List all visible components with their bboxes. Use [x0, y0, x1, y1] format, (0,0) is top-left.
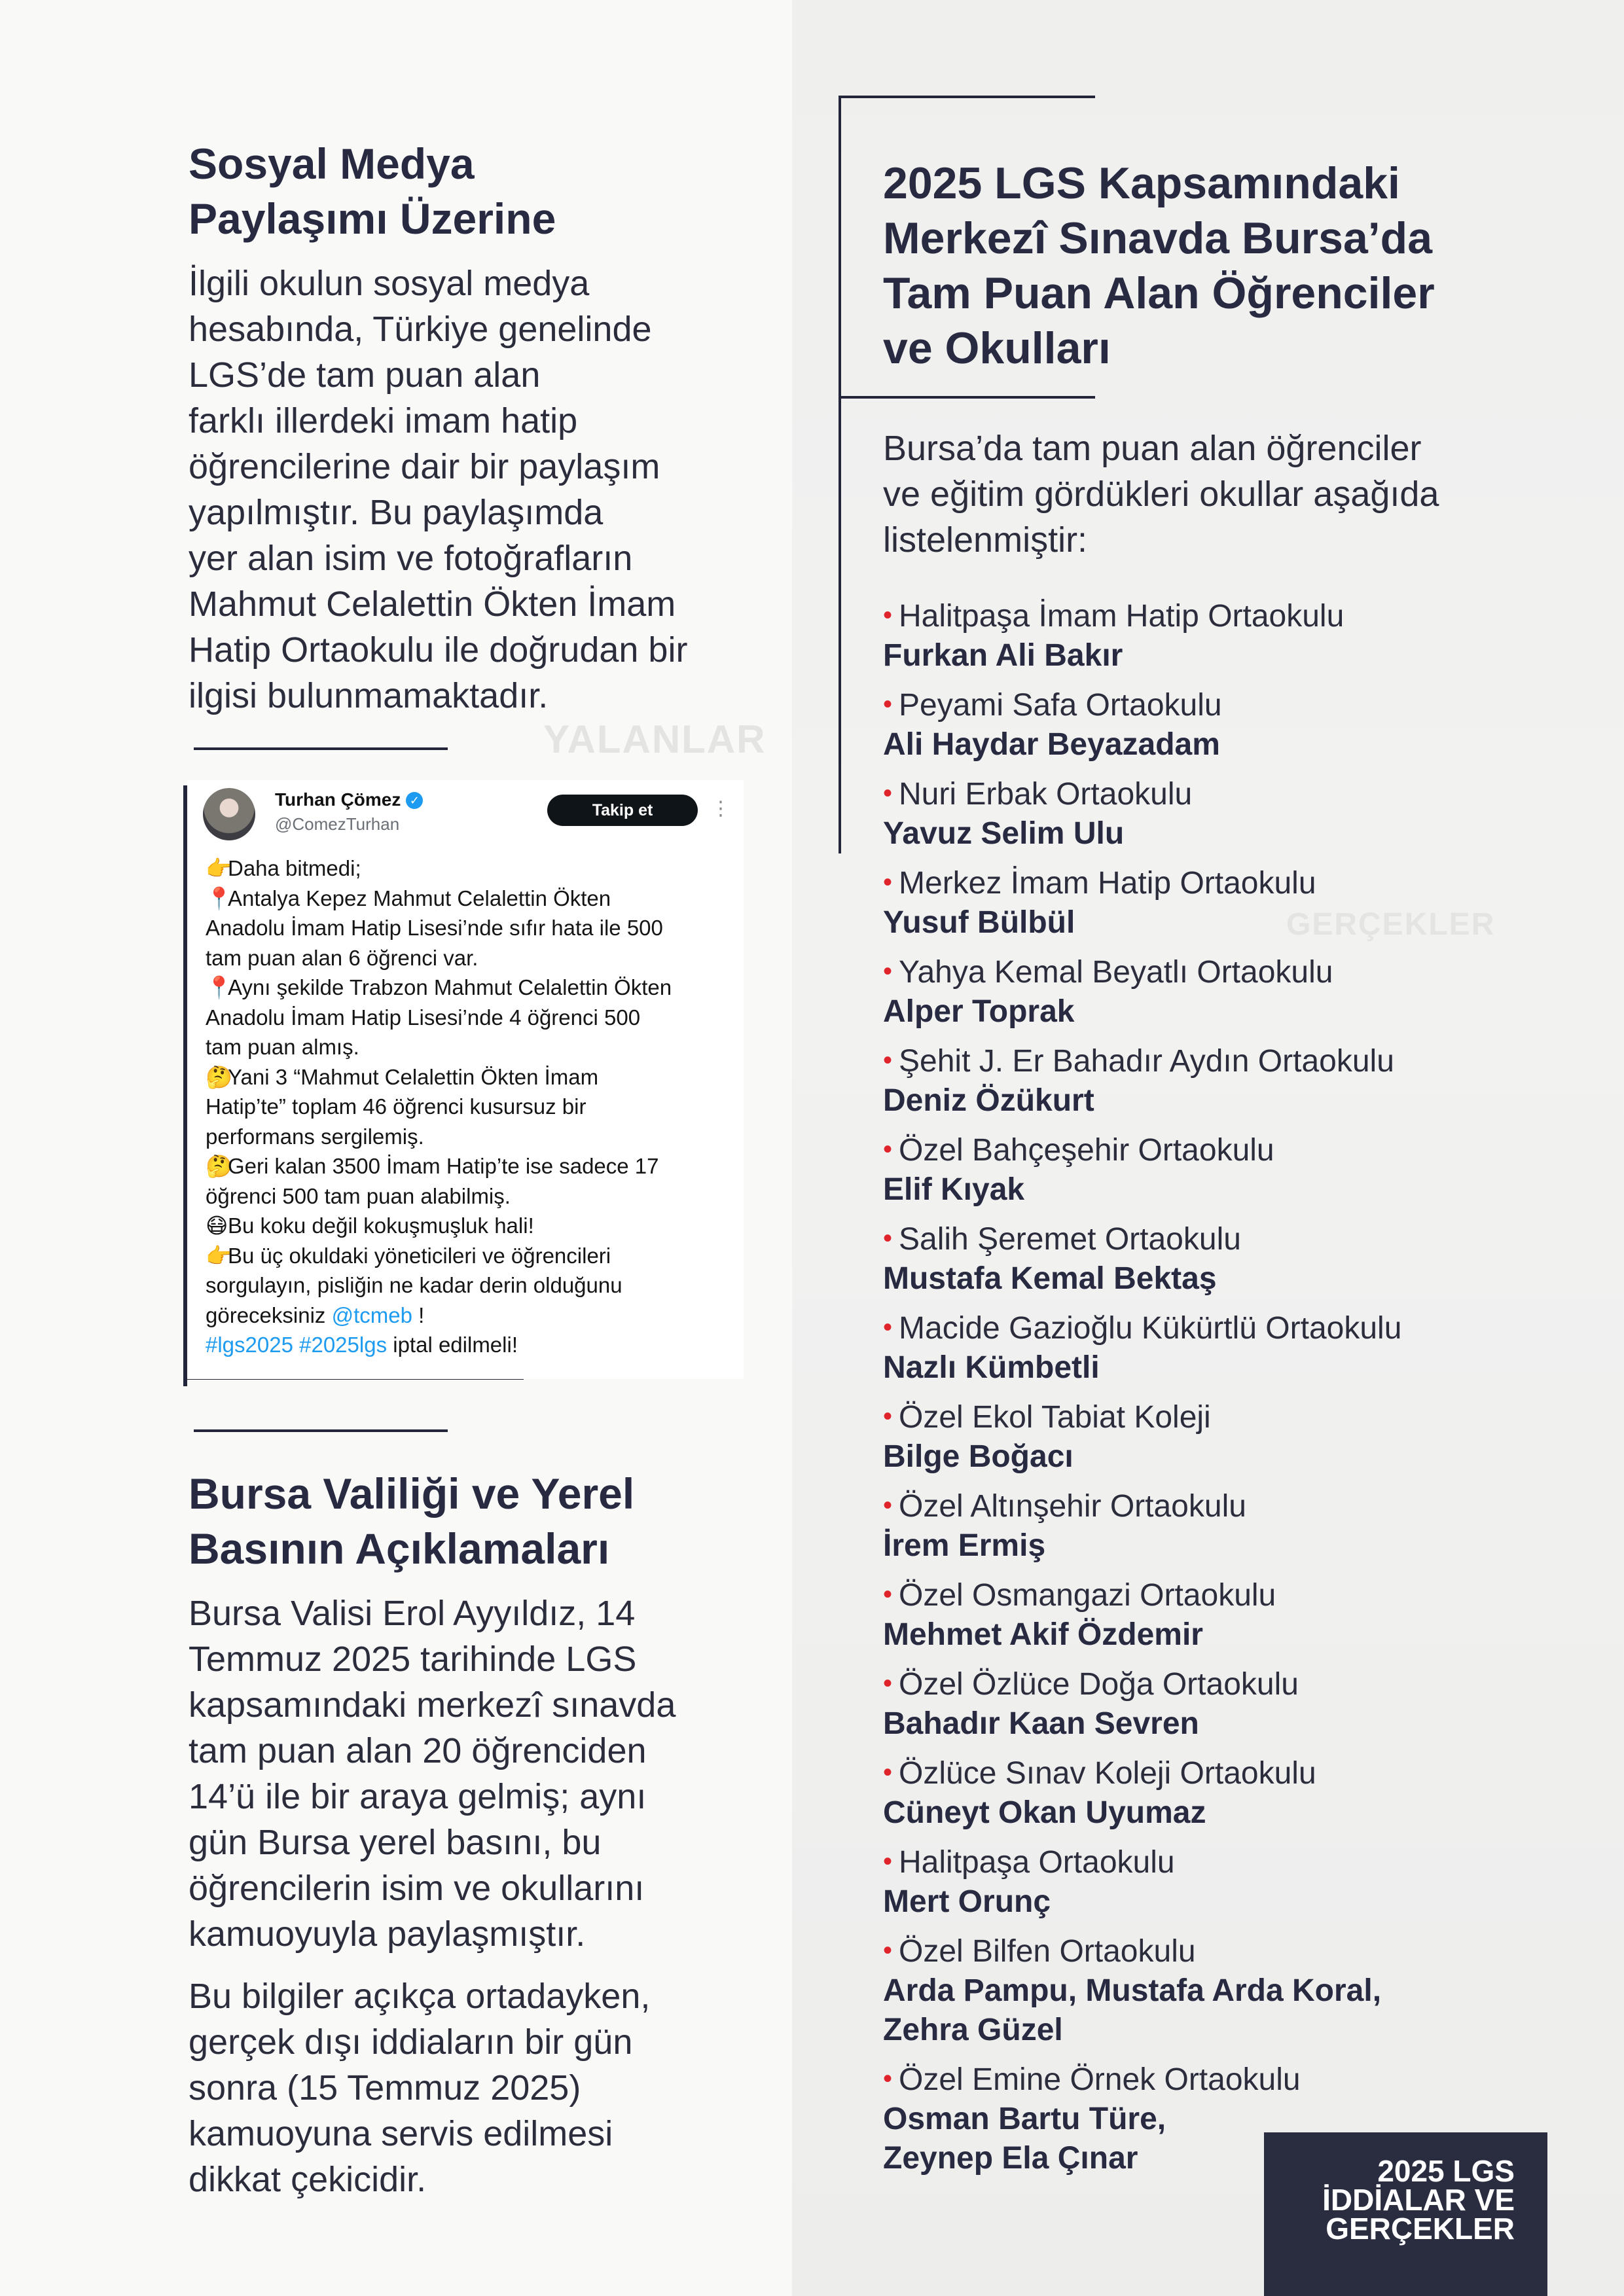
verified-icon: ✓ — [406, 792, 423, 809]
bullet-icon: • — [883, 957, 893, 986]
background-watermark-yalanlar: YALANLAR — [543, 717, 767, 761]
social-media-paragraph: İlgili okulun sosyal medya hesabında, Türkiye genelinde LGS’de tam puan alan farklı illerdeki imam hatip öğrencilerine dair bir paylaşım yapılmıştır. Bu paylaşımda yer alan isim ve fotoğrafların Mahmut Celalettin Ökten İmam Hatip Ortaokulu ile doğrudan bir ilgisi bulunmamaktadır. — [189, 264, 688, 715]
list-item: • Halitpaşa İmam Hatip Ortaokulu Furkan Ali Bakır — [883, 599, 1344, 673]
list-item: • Özel Osmangazi Ortaokulu Mehmet Akif Özdemir — [883, 1578, 1276, 1652]
pin-icon: 📍 — [206, 886, 233, 910]
bullet-icon: • — [883, 601, 893, 630]
bullet-icon: • — [883, 1936, 893, 1965]
tweet-handle: @ComezTurhan — [275, 814, 400, 834]
mention-link[interactable]: @tcmeb — [331, 1302, 412, 1327]
list-item: • Nuri Erbak Ortaokulu Yavuz Selim Ulu — [883, 777, 1193, 851]
hashtag-link[interactable]: #lgs2025 — [206, 1333, 293, 1357]
list-item: • Özel Özlüce Doğa Ortaokulu Bahadır Kaan Sevren — [883, 1667, 1299, 1741]
tweet-author: Turhan Çömez ✓ — [275, 789, 423, 810]
tweet-text: 👉Daha bitmedi; 📍Antalya Kepez Mahmut Celalettin Ökten Anadolu İmam Hatip Lisesi’nde sıfır hata ile 500 tam puan alan 6 öğrenci var. 📍Aynı şekilde Trabzon Mahmut Celalettin Ökten Anadolu İmam Hatip Lisesi’nde 4 öğrenci 500 tam puan almış. 🤔Yani 3 “Mahmut Celalettin Ökten İmam Hatip’te” toplam 46 öğrenci kusursuz bir performans sergilemiş. 🤔Geri kalan 3500 İmam Hatip’te ise sadece 17 öğrenci 500 tam puan alabilmiş. 😷Bu koku değil kokuşmuşluk hali! 👉Bu üç okuldaki yöneticileri ve öğrencileri sorgulayın, pisliğin ne kadar derin olduğunu göreceksiniz @tcmeb ! #lgs2025 #2025lgs iptal edilmeli! — [206, 853, 729, 1360]
background-watermark-gercekler: GERÇEKLER — [1286, 907, 1496, 942]
title-frame-left — [839, 96, 841, 853]
bullet-icon: • — [883, 1224, 893, 1253]
list-item: • Özel Bilfen Ortaokulu Arda Pampu, Mustafa Arda Koral, Zehra Güzel — [883, 1934, 1382, 2047]
tweet-card — [187, 780, 744, 1379]
list-item: • Yahya Kemal Beyatlı Ortaokulu Alper Toprak — [883, 955, 1333, 1029]
list-item: • Özel Bahçeşehir Ortaokulu Elif Kıyak — [883, 1133, 1274, 1207]
list-item: • Halitpaşa Ortaokulu Mert Orunç — [883, 1845, 1175, 1919]
pointing-hand-icon: 👉 — [206, 1243, 233, 1268]
list-item: • Macide Gazioğlu Kükürtlü Ortaokulu Nazlı Kümbetli — [883, 1311, 1402, 1385]
bullet-icon: • — [883, 1402, 893, 1431]
bullet-icon: • — [883, 1847, 893, 1876]
school-student-list — [883, 596, 1401, 2187]
bullet-icon: • — [883, 1046, 893, 1075]
list-item: • Özlüce Sınav Koleji Ortaokulu Cüneyt Okan Uyumaz — [883, 1756, 1316, 1830]
section-title-bursa-governorship: Bursa Valiliği ve Yerel Basının Açıklamaları — [189, 1469, 635, 1573]
hashtag-link[interactable]: #2025lgs — [299, 1333, 388, 1357]
thinking-face-icon: 🤔 — [206, 1064, 233, 1089]
list-item: • Şehit J. Er Bahadır Aydın Ortaokulu Deniz Özükurt — [883, 1044, 1394, 1118]
mask-face-icon: 😷 — [206, 1213, 228, 1238]
bullet-icon: • — [883, 1758, 893, 1787]
pointing-hand-icon: 👉 — [206, 856, 233, 880]
bullet-icon: • — [883, 779, 893, 808]
page-title: 2025 LGS Kapsamındaki Merkezî Sınavda Bursa’da Tam Puan Alan Öğrenciler ve Okulları — [883, 158, 1435, 373]
bullet-icon: • — [883, 1135, 893, 1164]
list-item: • Peyami Safa Ortaokulu Ali Haydar Beyazadam — [883, 688, 1222, 762]
corner-badge: 2025 LGS İDDİALAR VE GERÇEKLER — [1264, 2132, 1547, 2296]
list-item: • Özel Emine Örnek Ortaokulu Osman Bartu Türe, Zeynep Ela Çınar — [883, 2062, 1301, 2176]
list-item: • Özel Ekol Tabiat Koleji Bilge Boğacı — [883, 1400, 1211, 1474]
list-item: • Salih Şeremet Ortaokulu Mustafa Kemal Bektaş — [883, 1222, 1241, 1296]
divider — [194, 1429, 448, 1432]
bullet-icon: • — [883, 1491, 893, 1520]
governorship-paragraph-1: Bursa Valisi Erol Ayyıldız, 14 Temmuz 2025 tarihinde LGS kapsamındaki merkezî sınavda tam puan alan 20 öğrenciden 14’ü ile bir araya gelmiş; aynı gün Bursa yerel basını, bu öğrencilerin isim ve okullarını kamuoyuyla paylaşmıştır. — [189, 1594, 676, 1954]
bullet-icon: • — [883, 1313, 893, 1342]
divider — [194, 747, 448, 750]
bullet-icon: • — [883, 1580, 893, 1609]
title-frame-bottom — [840, 396, 1095, 399]
bullet-icon: • — [883, 868, 893, 897]
title-frame-top — [840, 96, 1095, 98]
follow-button[interactable]: Takip et — [547, 795, 698, 826]
list-intro: Bursa’da tam puan alan öğrenciler ve eğitim gördükleri okullar aşağıda listelenmiştir: — [883, 429, 1439, 560]
section-title-social-media: Sosyal Medya Paylaşımı Üzerine — [189, 139, 556, 243]
thinking-face-icon: 🤔 — [206, 1154, 233, 1178]
bullet-icon: • — [883, 690, 893, 719]
pin-icon: 📍 — [206, 975, 233, 999]
governorship-paragraph-2: Bu bilgiler açıkça ortadayken, gerçek dışı iddiaların bir gün sonra (15 Temmuz 2025) kamuoyuna servis edilmesi dikkat çekicidir. — [189, 1977, 651, 2199]
bullet-icon: • — [883, 2064, 893, 2093]
bullet-icon: • — [883, 1669, 893, 1698]
avatar — [203, 788, 255, 840]
more-options-icon[interactable]: ⋮ — [711, 798, 731, 819]
list-item: • Özel Altınşehir Ortaokulu İrem Ermiş — [883, 1489, 1246, 1563]
list-item: • Merkez İmam Hatip Ortaokulu Yusuf Bülbül — [883, 866, 1316, 940]
